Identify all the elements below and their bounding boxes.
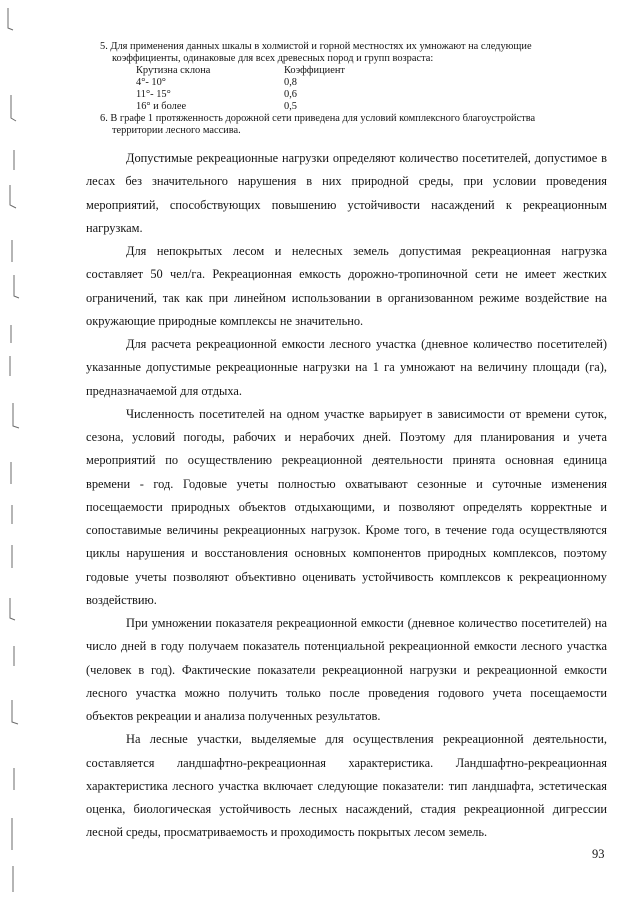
paragraph: Для расчета рекреационной емкости лесного участка (дневное количество посетителей) указанные допустимые рекреационные нагрузки на 1 га умножают на величину площади (га), предназначаемой для отдыха. bbox=[86, 337, 607, 398]
table-row bbox=[136, 101, 595, 113]
table-row bbox=[136, 77, 595, 89]
slope-table-header bbox=[136, 65, 595, 77]
slope-cell: 11°- 15° bbox=[136, 89, 171, 100]
note-5-line-2: коэффициенты, одинаковые для всех древесных пород и групп возраста: bbox=[112, 53, 434, 64]
scan-edge-marks bbox=[0, 0, 30, 905]
body-text bbox=[86, 147, 607, 845]
paragraph: Численность посетителей на одном участке варьирует в зависимости от времени суток, сезона, условий погоды, рабочих и нерабочих дней. Поэтому для планирования и учета мероприятий по осуществлению рекреационной деятельности принята основная единица времени - год. Годовые учеты полностью охватывают сезонные и суточные изменения посещаемости природных объектов отдыхающими, и позволяют определять корректные и сопоставимые величины рекреационных нагрузок. Кроме того, в течение года осуществляются циклы нарушения и восстановления основных компонентов природных комплексов, поэтому годовые учеты позволяют объективно оценивать устойчивость комплексов к рекреационному воздействию. bbox=[86, 406, 607, 607]
slope-cell: 16° и более bbox=[136, 101, 187, 112]
paragraph: На лесные участки, выделяемые для осуществления рекреационной деятельности, составляется ландшафтно-рекреационная характеристика. Ландшафтно-рекреационная характеристика лесного участка включает следующие показатели: тип ландшафта, эстетическая оценка, биологическая устойчивость лесных насаждений, стадия рекреационной дигрессии лесной среды, просматриваемость и проходимость покрытых лесом земель. bbox=[86, 732, 607, 840]
note-6-line-1: 6. В графе 1 протяженность дорожной сети приведена для условий комплексного благоустройства bbox=[100, 113, 536, 124]
slope-coefficient-table bbox=[136, 65, 595, 113]
page-number: 93 bbox=[592, 847, 605, 861]
paragraph: Допустимые рекреационные нагрузки определяют количество посетителей, допустимое в лесах без значительного нарушения в них природной среды, при условии проведения мероприятий, способствующих повышению устойчивости насаждений к рекреационным нагрузкам. bbox=[86, 151, 607, 235]
coefficient-header-cell: Коэффициент bbox=[284, 65, 345, 76]
paragraph: Для непокрытых лесом и нелесных земель допустимая рекреационная нагрузка составляет 50 чел/га. Рекреационная емкость дорожно-тропиночной сети не имеет жестких ограничений, так как при линейном использовании в организованном режиме воздействие на окружающие природные комплексы не значительно. bbox=[86, 244, 607, 328]
table-notes bbox=[100, 41, 595, 137]
paragraph: При умножении показателя рекреационной емкости (дневное количество посетителей) на число дней в году получаем показатель потенциальной рекреационной емкости лесного участка (человек в год). Фактические показатели рекреационной нагрузки и рекреационной емкости лесного участка можно получить только после проведения годового учета посещаемости объектов рекреации и анализа полученных результатов. bbox=[86, 616, 607, 723]
slope-header-cell: Крутизна склона bbox=[136, 65, 211, 76]
coefficient-cell: 0,6 bbox=[284, 89, 297, 100]
note-5-line-1: 5. Для применения данных шкалы в холмистой и горной местностях их умножают на следующие bbox=[100, 41, 532, 52]
note-6-line-2: территории лесного массива. bbox=[112, 125, 241, 136]
slope-cell: 4°- 10° bbox=[136, 77, 166, 88]
coefficient-cell: 0,5 bbox=[284, 101, 297, 112]
table-row bbox=[136, 89, 595, 101]
coefficient-cell: 0,8 bbox=[284, 77, 297, 88]
